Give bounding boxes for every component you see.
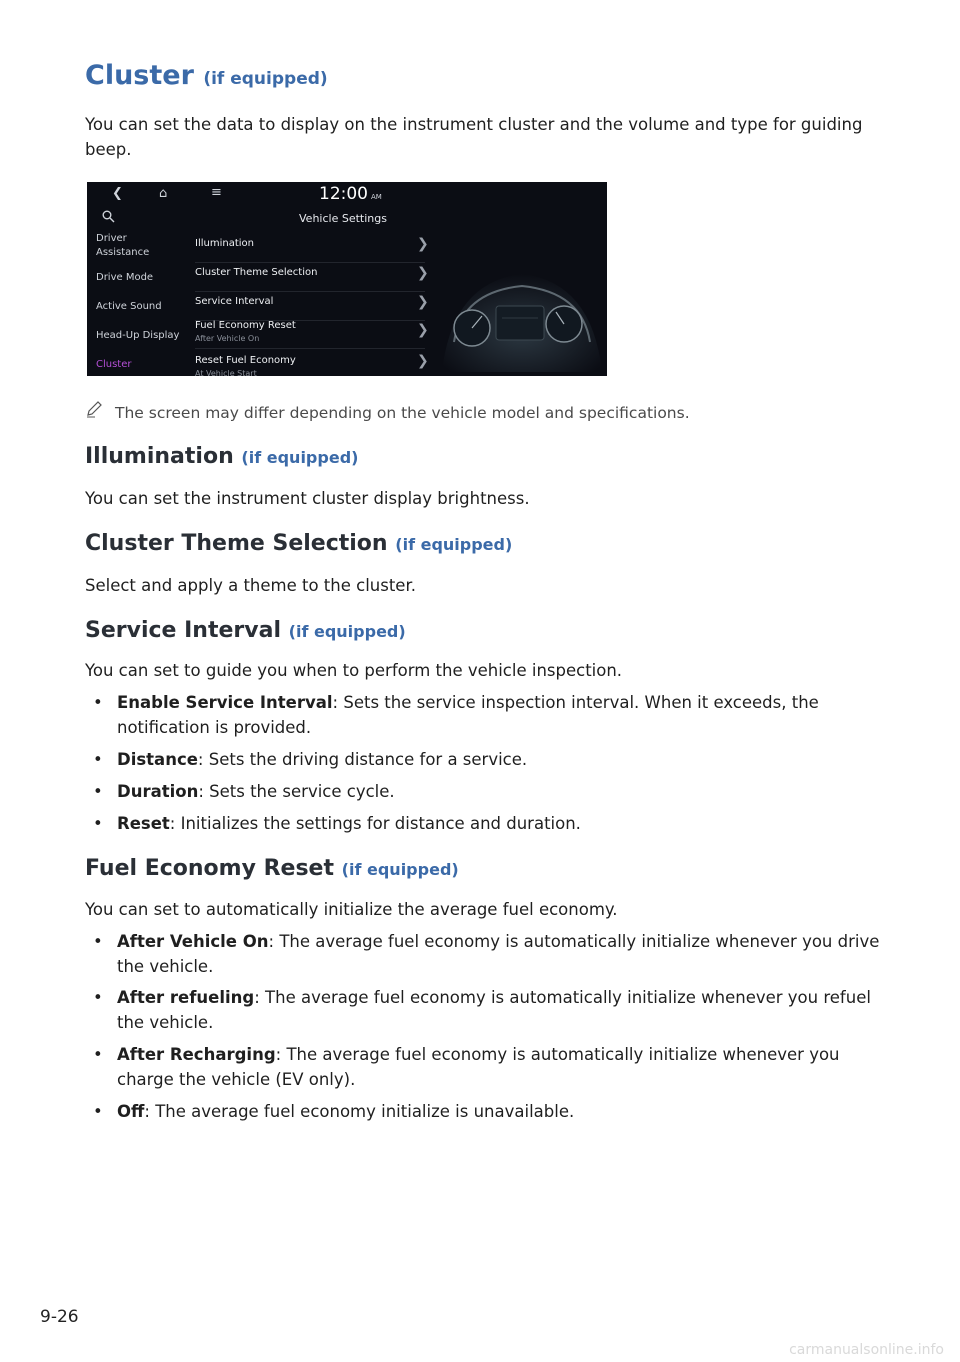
left-menu-head-up-display[interactable]: Head-Up Display [96, 330, 180, 341]
bullet-term: After Recharging [117, 1045, 276, 1064]
bullet-icon: • [93, 988, 103, 1007]
settings-item-reset-fuel-economy[interactable] [195, 351, 429, 376]
pen-icon [85, 400, 105, 422]
settings-item-label: Reset Fuel Economy [195, 355, 296, 366]
bullet-text: : Sets the service cycle. [198, 782, 395, 801]
fuel-qualifier: (if equipped) [341, 860, 459, 879]
menu-icon[interactable]: ≡ [211, 185, 222, 200]
chevron-right-icon: ❯ [417, 322, 429, 338]
clock [319, 184, 382, 204]
watermark: carmanualsonline.info [789, 1342, 944, 1358]
list-item [93, 1042, 883, 1092]
bullet-text: : Sets the driving distance for a service. [197, 750, 528, 769]
home-icon[interactable]: ⌂ [159, 186, 168, 201]
settings-item-cluster-theme[interactable] [195, 263, 429, 291]
bullet-icon: • [93, 1045, 103, 1064]
theme-heading [85, 531, 512, 556]
settings-item-value: At Vehicle Start [195, 369, 257, 376]
bullet-term: After refueling [117, 988, 255, 1007]
divider [195, 348, 425, 349]
illumination-title: Illumination [85, 444, 234, 469]
bullet-text: : The average fuel economy is automatically initialize whenever you drive the vehicle. [117, 932, 880, 976]
search-icon[interactable] [102, 210, 115, 227]
bullet-icon: • [93, 814, 103, 833]
page-number: 9-26 [40, 1307, 79, 1327]
left-menu-active-sound[interactable]: Active Sound [96, 301, 162, 312]
settings-item-illumination[interactable] [195, 234, 429, 262]
settings-item-label: Fuel Economy Reset [195, 320, 296, 331]
service-heading [85, 618, 406, 643]
bullet-text: : Initializes the settings for distance and duration. [169, 814, 581, 833]
bullet-icon: • [93, 932, 103, 951]
clock-ampm: AM [371, 193, 382, 201]
list-item [93, 929, 883, 979]
settings-item-fuel-economy-reset[interactable] [195, 316, 429, 344]
list-item [93, 811, 883, 836]
note-text: The screen may differ depending on the vehicle model and specifications. [115, 404, 690, 422]
note [85, 400, 690, 422]
bullet-icon: • [93, 782, 103, 801]
fuel-title: Fuel Economy Reset [85, 856, 334, 881]
bullet-term: Off [117, 1102, 145, 1121]
settings-item-label: Illumination [195, 238, 254, 249]
section-intro: You can set the data to display on the instrument cluster and the volume and type for guiding beep. [85, 115, 863, 159]
left-menu-driver-assistance[interactable]: Driver Assistance [96, 233, 150, 258]
screen-title: Vehicle Settings [299, 212, 387, 225]
illumination-qualifier: (if equipped) [241, 448, 359, 467]
bullet-icon: • [93, 1102, 103, 1121]
settings-item-value: After Vehicle On [195, 334, 260, 343]
theme-qualifier: (if equipped) [395, 535, 513, 554]
bullet-term: Reset [117, 814, 170, 833]
service-title: Service Interval [85, 618, 281, 643]
section-qualifier: (if equipped) [203, 69, 328, 89]
bullet-text: : The average fuel economy is automatically initialize whenever you charge the vehicle (EV only). [117, 1045, 840, 1089]
chevron-right-icon: ❯ [417, 353, 429, 369]
chevron-right-icon: ❯ [417, 236, 429, 252]
list-item [93, 1099, 883, 1124]
theme-title: Cluster Theme Selection [85, 531, 388, 556]
list-item [93, 690, 883, 740]
service-body: You can set to guide you when to perform the vehicle inspection. [85, 661, 623, 680]
bullet-term: After Vehicle On [117, 932, 269, 951]
settings-item-label: Cluster Theme Selection [195, 267, 318, 278]
bullet-term: Enable Service Interval [117, 693, 333, 712]
clock-time: 12:00 [319, 184, 368, 204]
theme-body: Select and apply a theme to the cluster. [85, 576, 416, 595]
bullet-text: : The average fuel economy initialize is unavailable. [144, 1102, 575, 1121]
bullet-icon: • [93, 750, 103, 769]
list-item [93, 747, 883, 772]
list-item [93, 985, 883, 1035]
fuel-heading [85, 856, 459, 881]
section-title [85, 60, 328, 91]
list-item [93, 779, 883, 804]
cluster-preview-image [432, 242, 607, 376]
chevron-right-icon: ❯ [417, 265, 429, 281]
bullet-term: Duration [117, 782, 199, 801]
back-icon[interactable]: ❮ [112, 186, 123, 201]
bullet-text: : Sets the service inspection interval. When it exceeds, the notification is provided. [117, 693, 819, 737]
left-menu-cluster[interactable]: Cluster [96, 359, 132, 370]
bullet-icon: • [93, 693, 103, 712]
section-title-text: Cluster [85, 60, 194, 91]
bullet-text: : The average fuel economy is automatically initialize whenever you refuel the vehicle. [117, 988, 871, 1032]
fuel-body: You can set to automatically initialize the average fuel economy. [85, 900, 618, 919]
vehicle-settings-screen [87, 182, 607, 376]
chevron-right-icon: ❯ [417, 294, 429, 310]
bullet-term: Distance [117, 750, 198, 769]
settings-item-label: Service Interval [195, 296, 274, 307]
illumination-heading [85, 444, 358, 469]
left-menu-drive-mode[interactable]: Drive Mode [96, 272, 154, 283]
service-qualifier: (if equipped) [288, 622, 406, 641]
illumination-body: You can set the instrument cluster display brightness. [85, 489, 530, 508]
